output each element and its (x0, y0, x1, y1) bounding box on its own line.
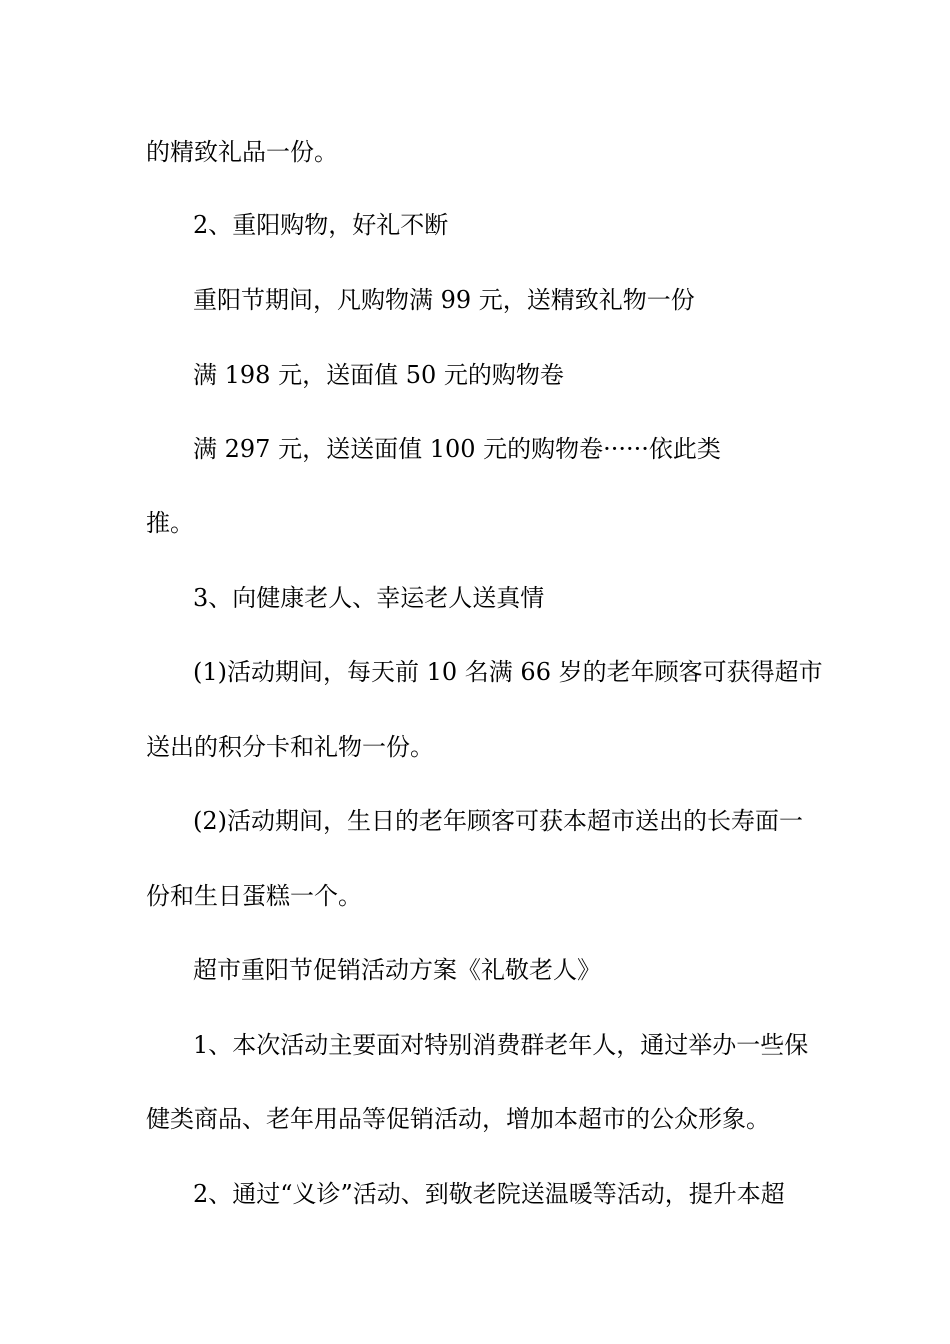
section-heading: 3、向健康老人、幸运老人送真情 (193, 584, 545, 612)
paragraph-line: (1)活动期间，每天前 10 名满 66 岁的老年顾客可获得超市 (193, 658, 823, 686)
paragraph-line: 重阳节期间，凡购物满 99 元，送精致礼物一份 (193, 286, 695, 314)
paragraph-line: 送出的积分卡和礼物一份。 (146, 733, 434, 761)
paragraph-line: 1、本次活动主要面对特别消费群老年人，通过举办一些保 (193, 1031, 809, 1059)
paragraph-line: 的精致礼品一份。 (146, 138, 338, 166)
paragraph-line: 2、通过“义诊”活动、到敬老院送温暖等活动，提升本超 (193, 1180, 785, 1208)
paragraph-line: 推。 (146, 509, 194, 537)
paragraph-line: 份和生日蛋糕一个。 (146, 882, 362, 910)
paragraph-line: 满 198 元，送面值 50 元的购物卷 (193, 361, 564, 389)
paragraph-line: (2)活动期间，生日的老年顾客可获本超市送出的长寿面一 (193, 807, 803, 835)
paragraph-line: 满 297 元，送送面值 100 元的购物卷······依此类 (193, 435, 721, 463)
section-heading: 2、重阳购物，好礼不断 (193, 211, 449, 239)
paragraph-line: 健类商品、老年用品等促销活动，增加本超市的公众形象。 (146, 1105, 770, 1133)
section-heading: 超市重阳节促销活动方案《礼敬老人》 (193, 956, 601, 984)
